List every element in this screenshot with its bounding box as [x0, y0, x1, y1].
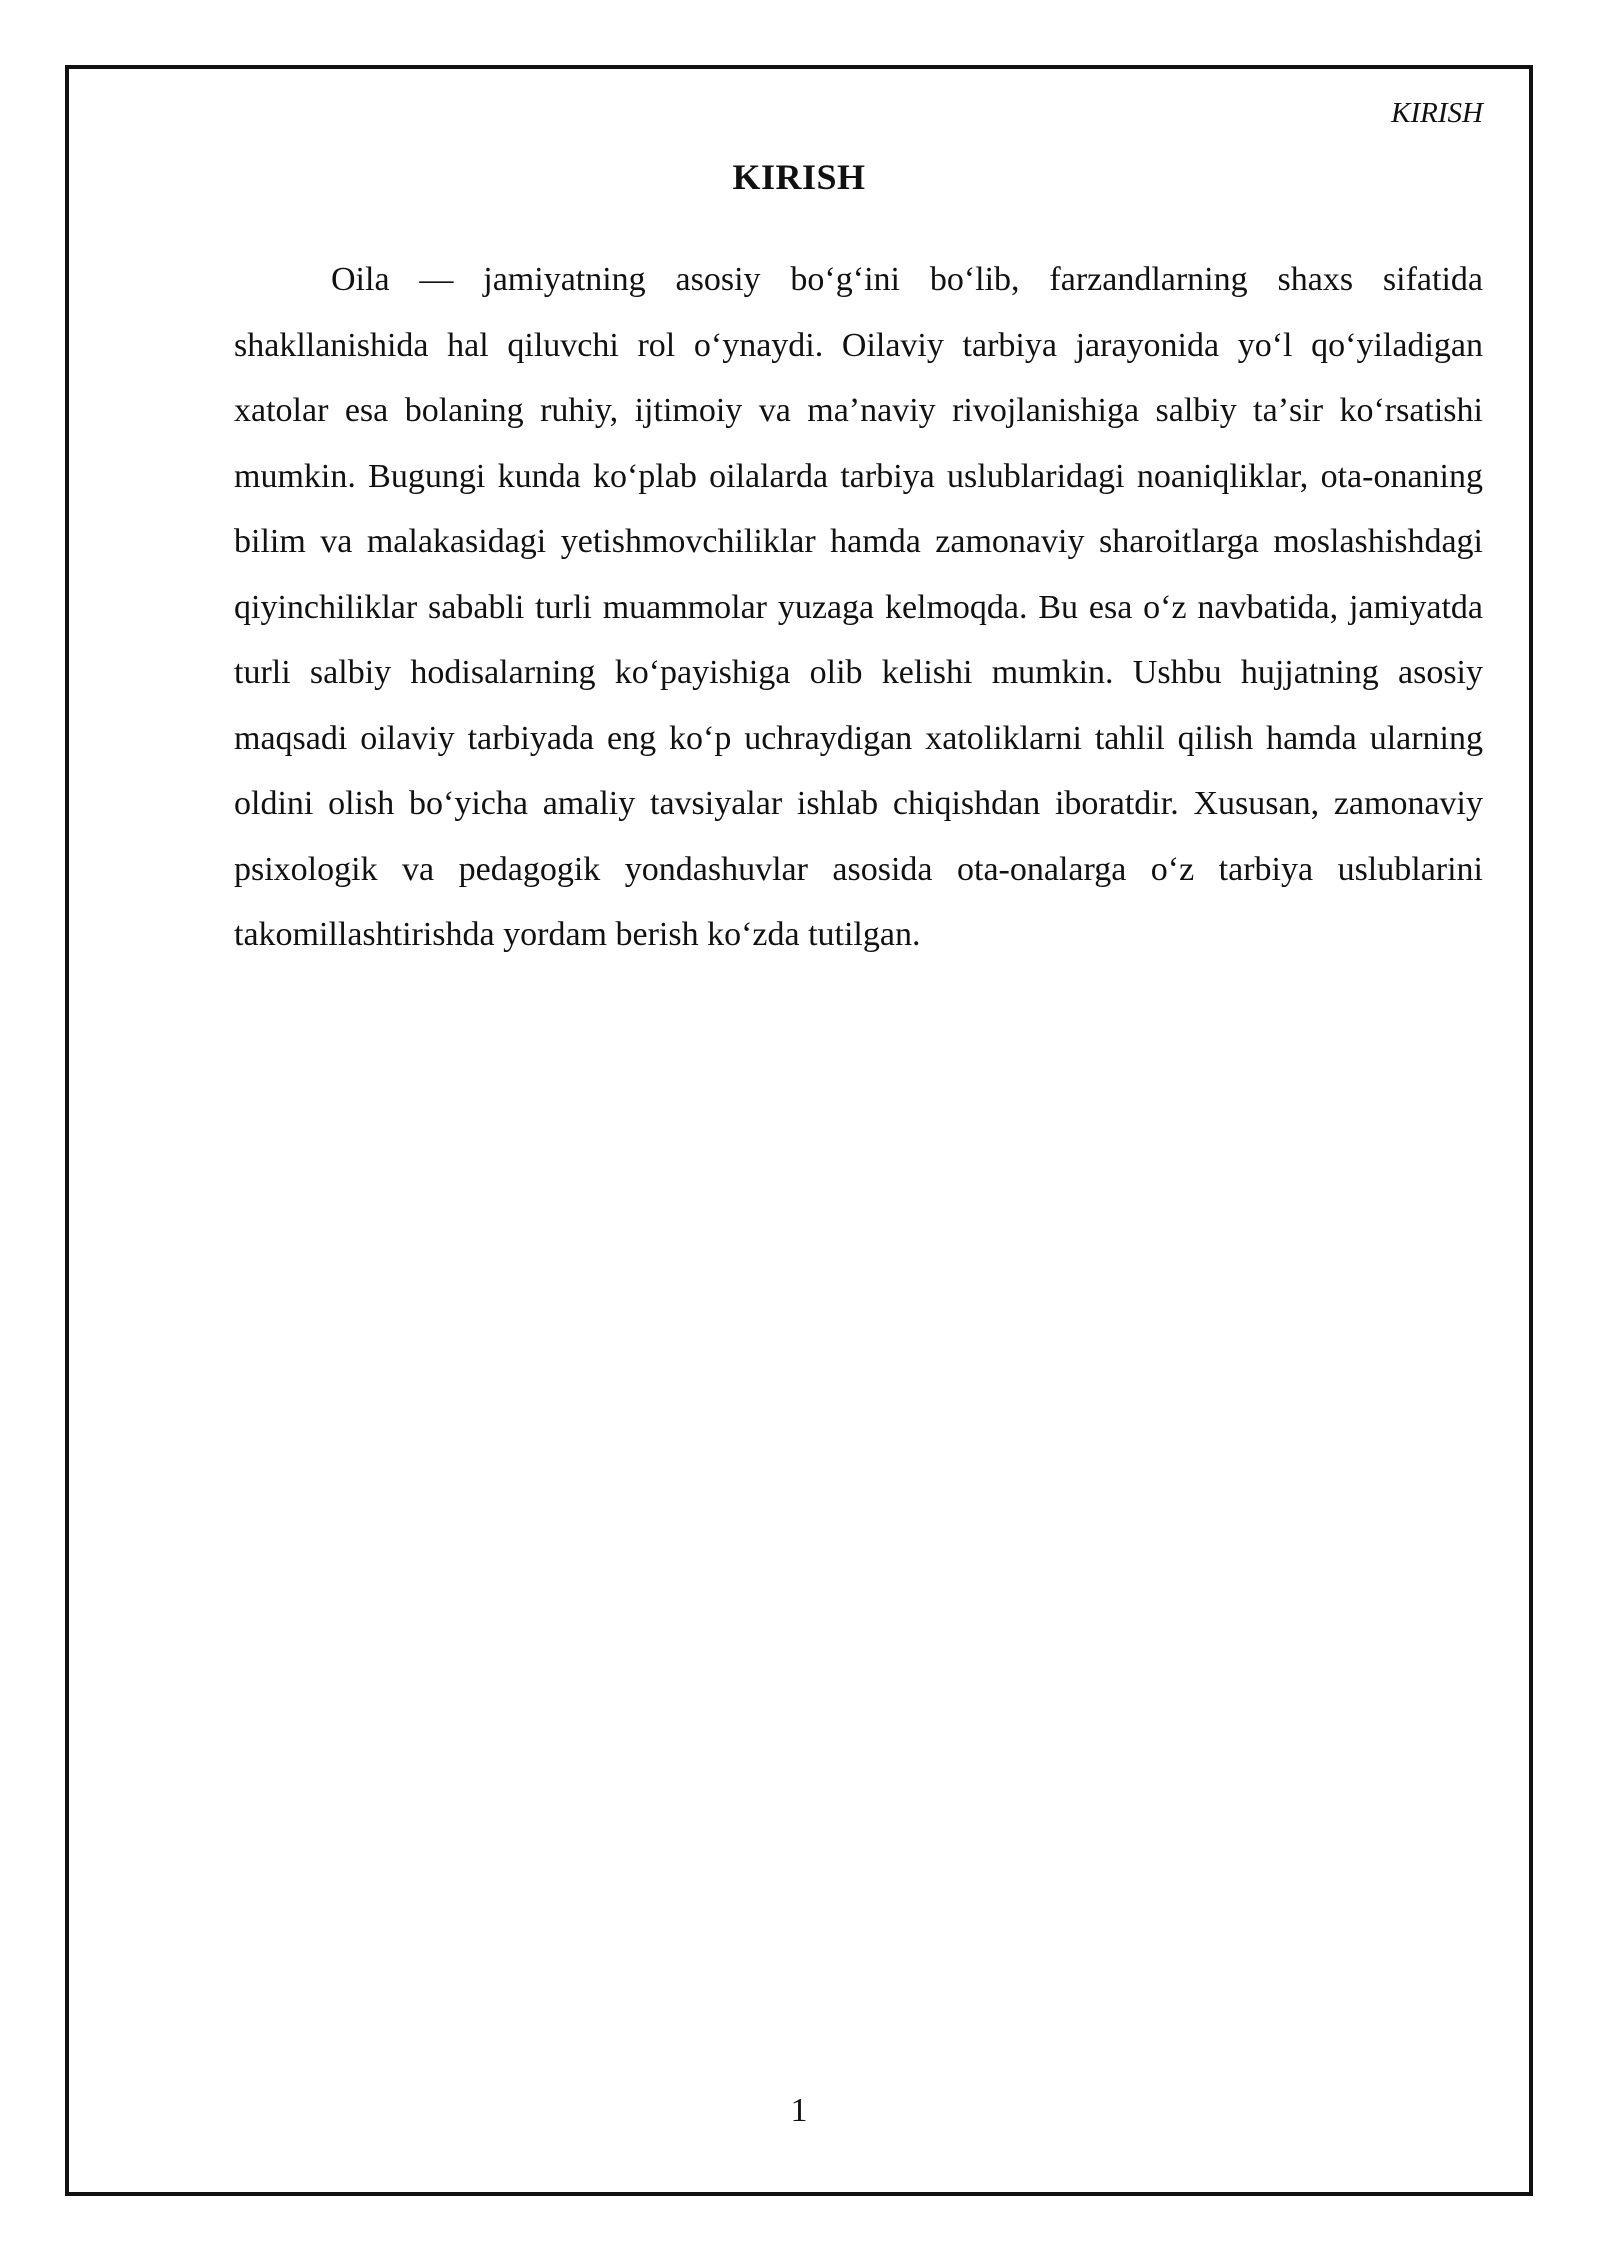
body-paragraph: Oila — jamiyatning asosiy boʻgʻini boʻlib, farzandlarning shaxs sifatida shakllanishida hal qiluvchi rol oʻynaydi. Oilaviy tarbiya jarayonida yoʻl qoʻyiladigan xatolar esa bolaning ruhiy, ijtimoiy va maʼnaviy rivojlanishiga salbiy taʼsir koʻrsatishi mumkin. Bugungi kunda koʻplab oilalarda tarbiya uslublaridagi noaniqliklar, ota-onaning bilim va malakasidagi yetishmovchiliklar hamda zamonaviy sharoitlarga moslashishdagi qiyinchiliklar sababli turli muammolar yuzaga kelmoqda. Bu esa oʻz navbatida, jamiyatda turli salbiy hodisalarning koʻpayishiga olib kelishi mumkin. Ushbu hujjatning asosiy maqsadi oilaviy tarbiyada eng koʻp uchraydigan xatoliklarni tahlil qilish hamda ularning oldini olish boʻyicha amaliy tavsiyalar ishlab chiqishdan iboratdir. Xususan, zamonaviy psixologik va pedagogik yondashuvlar asosida ota-onalarga oʻz tarbiya uslublarini takomillashtirishda yordam berish koʻzda tutilgan.	[234, 261, 1483, 953]
running-header: KIRISH	[1391, 97, 1483, 129]
page-frame	[65, 65, 1533, 2196]
page-number: 1	[790, 2092, 808, 2129]
chapter-title: KIRISH	[732, 157, 866, 197]
